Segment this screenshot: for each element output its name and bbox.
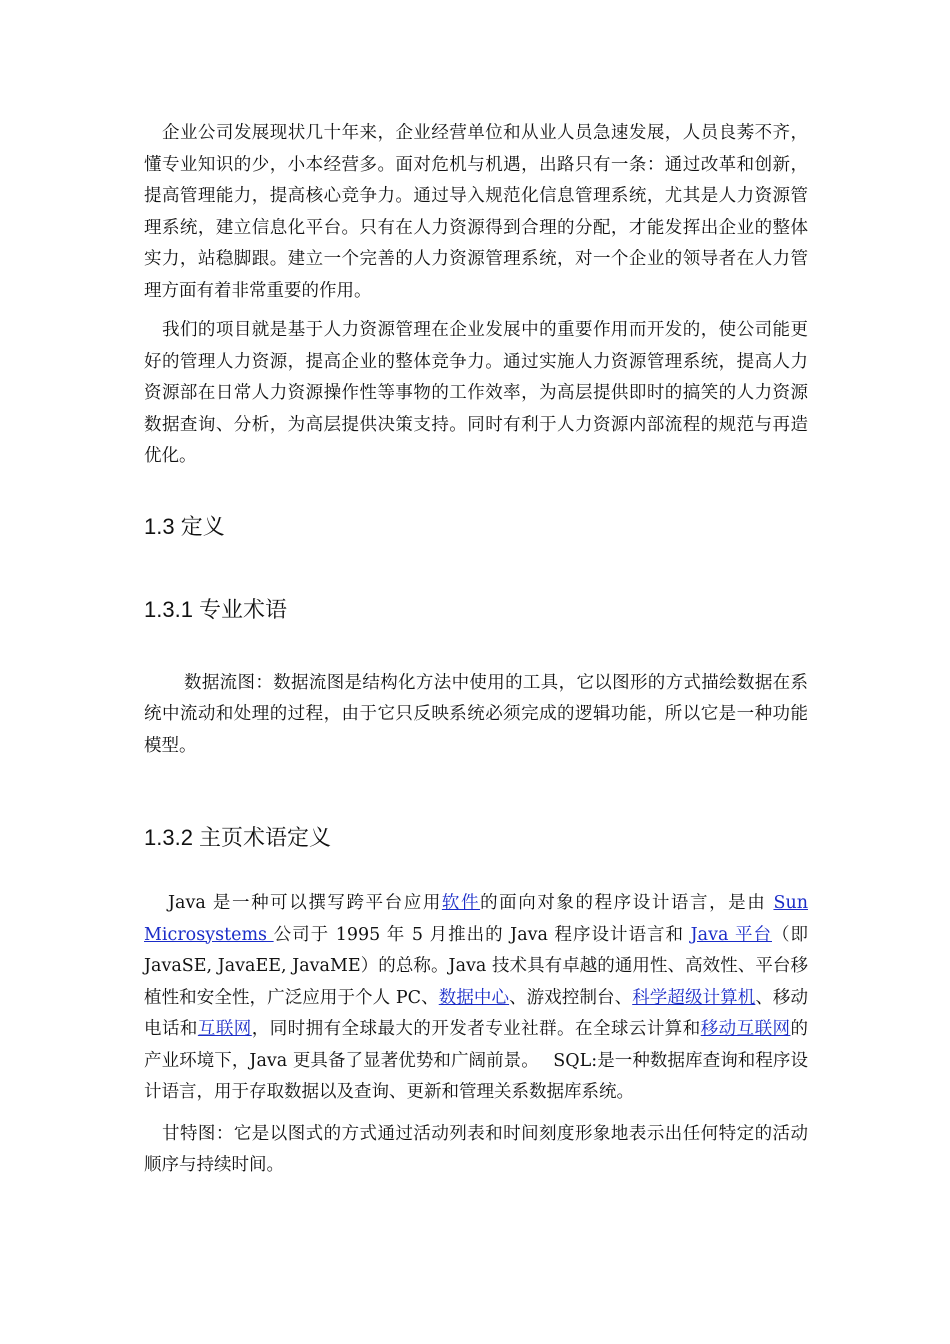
link-software[interactable]: 软件 — [441, 893, 481, 913]
link-mobile-internet[interactable]: 移动互联网 — [700, 1019, 791, 1039]
paragraph-gantt-chart: 甘特图：它是以图式的方式通过活动列表和时间刻度形象地表示出任何特定的活动顺序与持续时间。 — [144, 1123, 808, 1175]
java-text-4: （即 JavaSE, JavaEE, JavaME）的总称。Java 技术具有卓越的通用性、高效性、平台移植性和安全性，广泛应用于个人 PC、 — [144, 924, 809, 1008]
java-text-7: ，同时拥有全球最大的开发者专业社群。在全球云计算和 — [251, 1019, 701, 1039]
link-data-center[interactable]: 数据中心 — [438, 987, 510, 1008]
java-text-8: 的产业环境下，Java 更具备了显著优势和广阔前景。 SQL:是一种数据库查询和程序设计语言，用于存取数据以及查询、更新和管理关系数据库系统。 — [144, 1019, 809, 1102]
link-supercomputer[interactable]: 科学超级计算机 — [632, 987, 756, 1008]
paragraph-java-definition — [144, 888, 808, 1109]
heading-definitions: 1.3 定义 — [144, 513, 225, 539]
java-text-5: 、游戏控制台、 — [509, 987, 633, 1008]
paragraph-company-status: 企业公司发展现状几十年来，企业经营单位和从业人员急速发展，人员良莠不齐，懂专业知识的少，小本经营多。面对危机与机遇，出路只有一条：通过改革和创新，提高管理能力，提高核心竞争力。通过导入规范化信息管理系统，尤其是人力资源管理系统，建立信息化平台。只有在人力资源得到合理的分配，才能发挥出企业的整体实力，站稳脚跟。建立一个完善的人力资源管理系统，对一个企业的领导者在人力管理方面有着非常重要的作用。 — [144, 123, 808, 301]
link-sun-microsystems[interactable]: Sun Microsystems — [144, 893, 808, 945]
link-internet[interactable]: 互联网 — [197, 1019, 252, 1039]
link-java-platform[interactable]: Java 平台 — [690, 924, 772, 945]
java-text-3: 公司于 1995 年 5 月推出的 Java 程序设计语言和 — [273, 924, 691, 945]
java-text-6: 、移动电话和 — [144, 987, 809, 1039]
paragraph-data-flow-diagram: 数据流图：数据流图是结构化方法中使用的工具，它以图形的方式描绘数据在系统中流动和处理的过程，由于它只反映系统必须完成的逻辑功能，所以它是一种功能模型。 — [144, 672, 808, 756]
paragraph-project-purpose: 我们的项目就是基于人力资源管理在企业发展中的重要作用而开发的，使公司能更好的管理人力资源，提高企业的整体竞争力。通过实施人力资源管理系统，提高人力资源部在日常人力资源操作性等事物的工作效率，为高层提供即时的搞笑的人力资源数据查询、分析，为高层提供决策支持。同时有利于人力资源内部流程的规范与再造优化。 — [144, 320, 808, 466]
java-text-2: 的面向对象的程序设计语言，是由 — [480, 893, 774, 913]
document-body — [144, 118, 808, 1182]
heading-terminology: 1.3.1 专业术语 — [144, 596, 288, 622]
heading-homepage-terms: 1.3.2 主页术语定义 — [144, 825, 332, 850]
java-text-1: Java 是一种可以撰写跨平台应用 — [168, 893, 442, 913]
